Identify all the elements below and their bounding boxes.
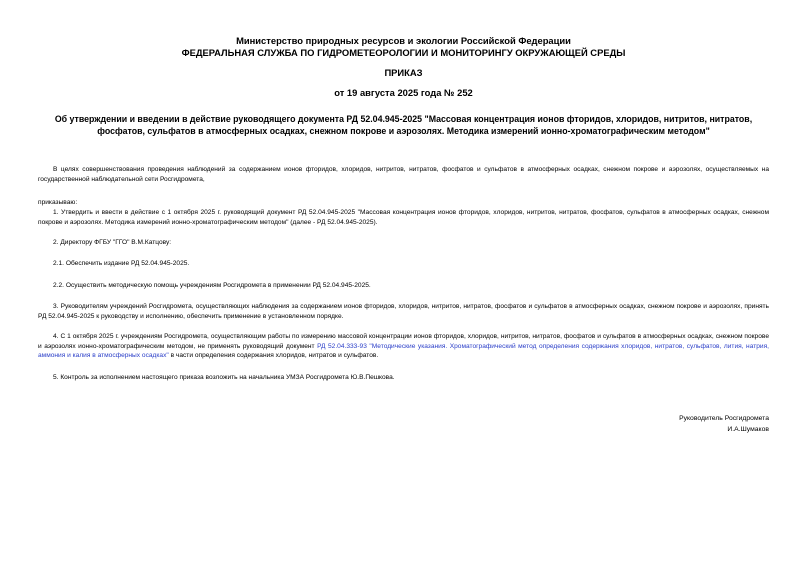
paragraph-2-1: 2.1. Обеспечить издание РД 52.04.945-2025. — [53, 260, 190, 267]
paragraph-4-text-after: в части определения содержания хлоридов, нитратов и сульфатов. — [168, 352, 379, 359]
paragraph-decree: приказываю: — [38, 199, 78, 206]
paragraph-intro: В целях совершенствования проведения наблюдений за содержанием ионов фторидов, хлоридов, нитритов, нитратов, фосфатов и сульфатов в атмосферных осадках, снежном покрове и аэрозолях, осуществляемых на государственной наблюдательной сети Росгидромета, — [38, 166, 769, 183]
paragraph-4-text-before: 4. С 1 октября 2025 г. учреждениям Росгидромета, осуществляющим работы по измерению массовой концентрации ионов фторидов, хлоридов, нитритов, нитратов, фосфатов и сульфатов в атмосферных осадках, снежном покрове и аэрозолях ионно-хроматографическим методом, не применять руководящий документ — [38, 333, 769, 350]
document-title: Об утверждении и введении в действие руководящего документа РД 52.04.945-2025 "Массовая концентрация ионов фторидов, хлоридов, нитритов, нитратов, фосфатов, сульфатов в атмосферных осадках, снежном покрове и аэрозолях. Методика измерений ионно-хроматографическим методом" — [54, 114, 753, 136]
ministry-name: Министерство природных ресурсов и экологии Российской Федерации — [236, 35, 571, 46]
service-name: ФЕДЕРАЛЬНАЯ СЛУЖБА ПО ГИДРОМЕТЕОРОЛОГИИ И МОНИТОРИНГУ ОКРУЖАЮЩЕЙ СРЕДЫ — [181, 47, 626, 58]
paragraph-4 — [38, 332, 769, 361]
rd-52-04-333-93-link[interactable]: РД 52.04.333-93 "Методические указания. Хроматографический метод определения содержания хлоридов, нитратов, сульфатов, лития, натрия, аммония и калия в атмосферных осадках" — [38, 342, 769, 359]
signatory-position: Руководитель Росгидромета — [679, 415, 769, 422]
paragraph-2-2: 2.2. Осуществить методическую помощь учреждениям Росгидромета в применении РД 52.04.945-2025. — [53, 282, 371, 289]
paragraph-5: 5. Контроль за исполнением настоящего приказа возложить на начальника УМЗА Росгидромета Ю.В.Пешкова. — [53, 374, 395, 381]
paragraph-1: 1. Утвердить и ввести в действие с 1 октября 2025 г. руководящий документ РД 52.04.945-2025 "Массовая концентрация ионов фторидов, хлоридов, нитритов, нитратов, фосфатов, сульфатов в атмосферных осадках, снежном покрове и аэрозолях. Методика измерений ионно-хроматографическим методом" (далее - РД 52.04.945-2025). — [38, 209, 769, 226]
paragraph-2: 2. Директору ФГБУ "ГГО" В.М.Катцову: — [53, 239, 172, 246]
document-date-number: от 19 августа 2025 года № 252 — [334, 87, 473, 98]
signatory-name: И.А.Шумаков — [727, 426, 769, 433]
paragraph-3: 3. Руководителям учреждений Росгидромета, осуществляющих наблюдения за содержанием ионов фторидов, хлоридов, нитритов, нитратов, фосфатов и сульфатов в атмосферных осадках, снежном покрове и аэрозолях, принять РД 52.04.945-2025 к руководству и исполнению, обеспечить применение в установленном порядке. — [38, 303, 769, 320]
document-type: ПРИКАЗ — [384, 67, 423, 78]
